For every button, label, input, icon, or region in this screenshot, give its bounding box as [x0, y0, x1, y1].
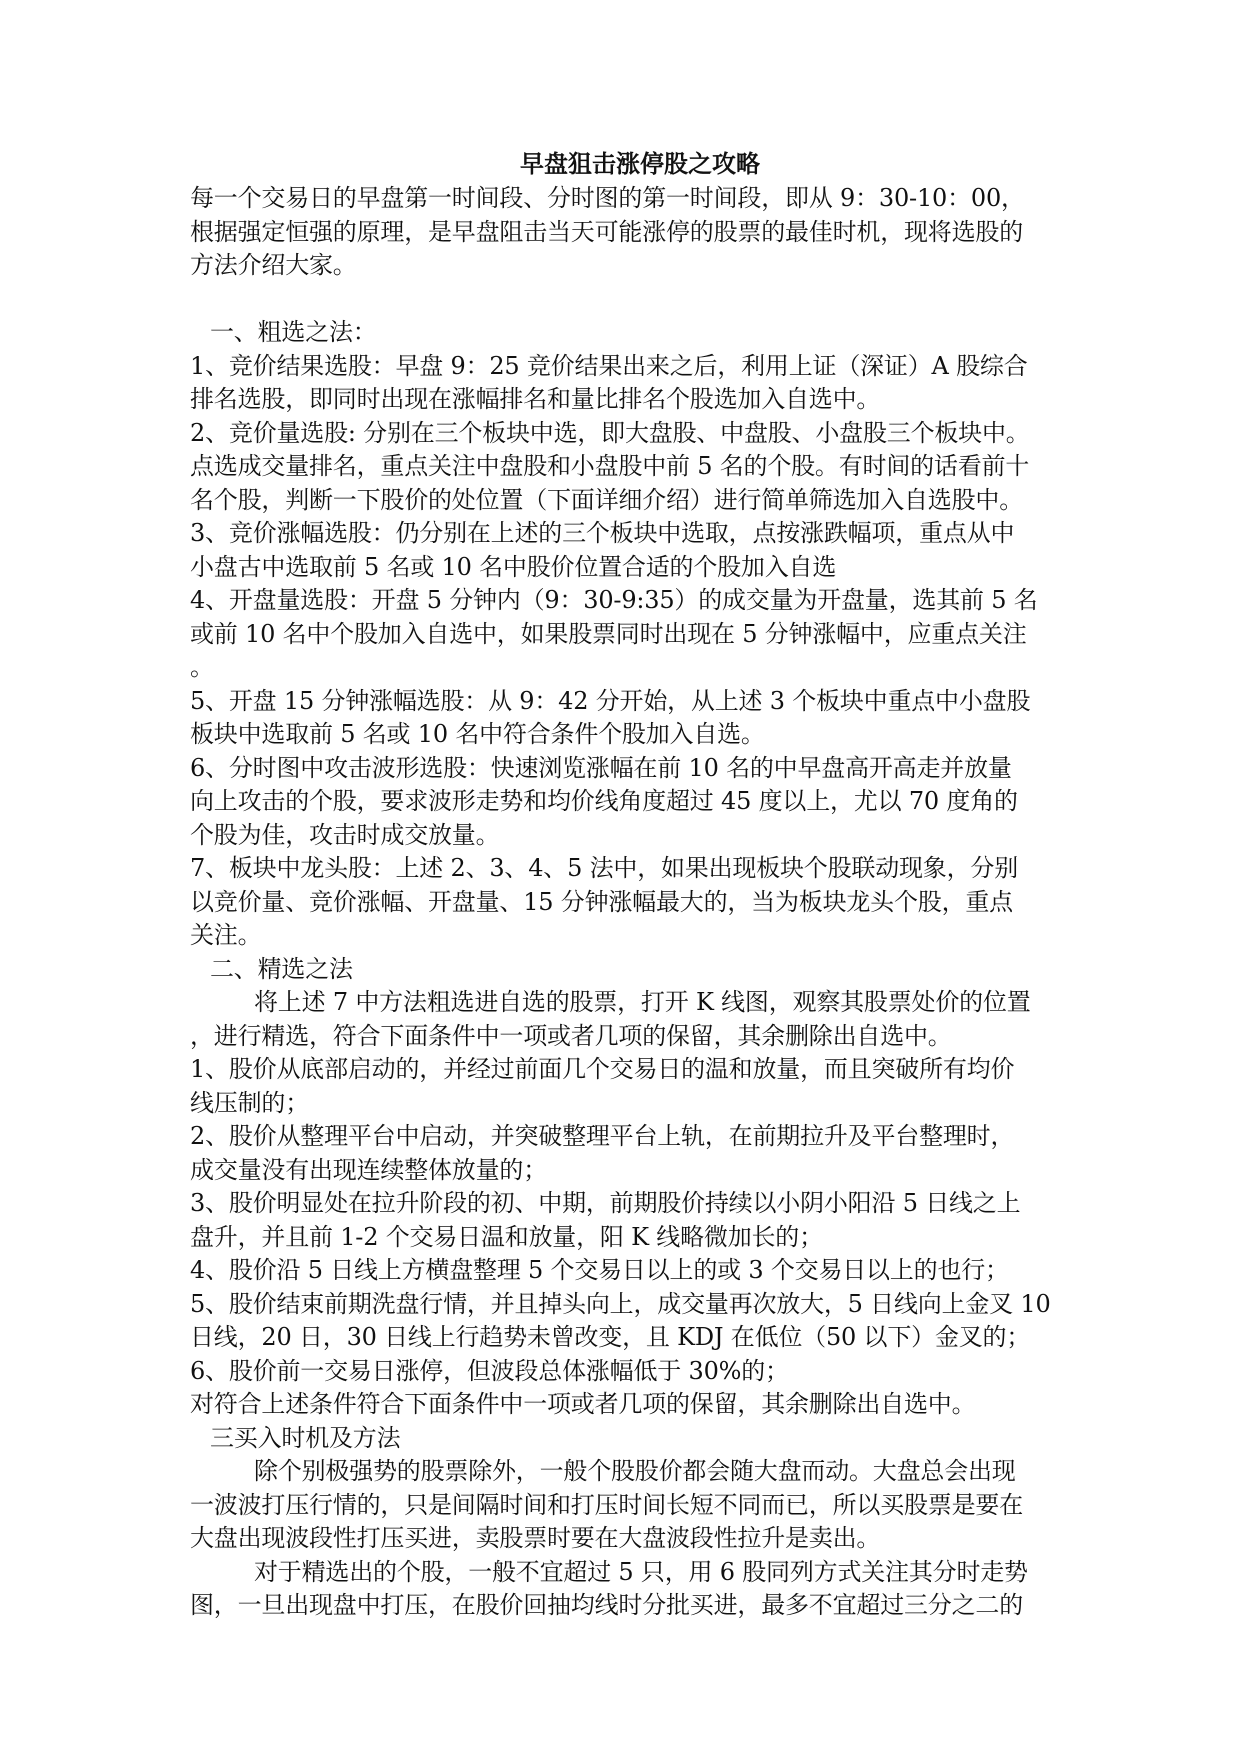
- section-fine-selection: [190, 953, 1070, 1422]
- section-heading: 三买入时机及方法: [210, 1423, 401, 1452]
- text-line: 1、竞价结果选股：早盘 9：25 竞价结果出来之后，利用上证（深证）A 股综合: [190, 351, 1028, 380]
- text-line: 4、开盘量选股：开盘 5 分钟内（9：30-9:35）的成交量为开盘量，选其前 5 名: [190, 586, 1038, 614]
- text-line: 排名选股，即同时出现在涨幅排名和量比排名个股选加入自选中。: [190, 385, 881, 413]
- text-line: 大盘出现波段性打压买进，卖股票时要在大盘波段性拉升是卖出。: [190, 1524, 881, 1552]
- blank-line: [190, 283, 1070, 317]
- text-line: 2、股价从整理平台中启动，并突破整理平台上轨，在前期拉升及平台整理时，: [190, 1122, 1015, 1150]
- section-buy-timing: [190, 1422, 1070, 1623]
- text-line: 2、竞价量选股: 分别在三个板块中选，即大盘股、中盘股、小盘股三个板块中。: [190, 418, 1030, 447]
- text-line: 点选成交量排名，重点关注中盘股和小盘股中前 5 名的个股。有时间的话看前十: [190, 452, 1030, 480]
- text-line: 5、股价结束前期洗盘行情，并且掉头向上，成交量再次放大，5 日线向上金叉 10: [190, 1289, 1051, 1318]
- text-line: 名个股，判断一下股价的处位置（下面详细介绍）进行简单筛选加入自选股中。: [190, 485, 1023, 514]
- text-line: 线压制的；: [190, 1088, 309, 1117]
- text-line: 7、板块中龙头股：上述 2、3、4、5 法中，如果出现板块个股联动现象，分别: [190, 854, 1019, 882]
- text-line: 向上攻击的个股，要求波形走势和均价线角度超过 45 度以上，尤以 70 度角的: [190, 787, 1018, 815]
- text-line: 个股为佳，攻击时成交放量。: [190, 820, 500, 849]
- text-line: 4、股价沿 5 日线上方横盘整理 5 个交易日以上的或 3 个交易日以上的也行；: [190, 1256, 1009, 1284]
- text-line: 1、股价从底部启动的，并经过前面几个交易日的温和放量，而且突破所有均价: [190, 1055, 1015, 1083]
- text-line: 盘升，并且前 1-2 个交易日温和放量，阳 K 线略微加长的；: [190, 1222, 823, 1251]
- text-line: 对符合上述条件符合下面条件中一项或者几项的保留，其余删除出自选中。: [190, 1390, 976, 1418]
- text-line: 以竞价量、竞价涨幅、开盘量、15 分钟涨幅最大的，当为板块龙头个股，重点: [190, 887, 1013, 916]
- text-line: 图，一旦出现盘中打压，在股价回抽均线时分批买进，最多不宜超过三分之二的: [190, 1591, 1023, 1619]
- text-line: 3、股价明显处在拉升阶段的初、中期，前期股价持续以小阴小阳沿 5 日线之上: [190, 1189, 1021, 1217]
- section-heading: 二、精选之法: [210, 954, 353, 983]
- text-line: ，进行精选，符合下面条件中一项或者几项的保留，其余删除出自选中。: [190, 1021, 952, 1050]
- text-line: 6、分时图中攻击波形选股：快速浏览涨幅在前 10 名的中早盘高开高走并放量: [190, 753, 1012, 782]
- text-line: 小盘古中选取前 5 名或 10 名中股价位置合适的个股加入自选: [190, 552, 837, 581]
- text-line: 根据强定恒强的原理，是早盘阻击当天可能涨停的股票的最佳时机，现将选股的: [190, 217, 1023, 246]
- text-line: 成交量没有出现连续整体放量的；: [190, 1155, 547, 1184]
- text-line: 板块中选取前 5 名或 10 名中符合条件个股加入自选。: [190, 720, 765, 748]
- text-line: 5、开盘 15 分钟涨幅选股：从 9：42 分开始，从上述 3 个板块中重点中小盘股: [190, 686, 1031, 715]
- text-line: 日线，20 日，30 日线上行趋势未曾改变，且 KDJ 在低位（50 以下）金叉的；: [190, 1323, 1031, 1351]
- text-line: 或前 10 名中个股加入自选中，如果股票同时出现在 5 分钟涨幅中，应重点关注: [190, 619, 1027, 648]
- text-line: 将上述 7 中方法粗选进自选的股票，打开 K 线图，观察其股票处价的位置: [254, 988, 1031, 1016]
- document-title: 早盘狙击涨停股之攻略: [520, 149, 760, 178]
- text-line: 除个别极强势的股票除外，一般个股股价都会随大盘而动。大盘总会出现: [254, 1457, 1016, 1485]
- intro-paragraph: [190, 182, 1070, 283]
- document-page: [190, 146, 1070, 1623]
- text-line: 每一个交易日的早盘第一时间段、分时图的第一时间段，即从 9：30-10：00，: [190, 184, 1025, 212]
- text-line: 一波波打压行情的，只是间隔时间和打压时间长短不同而已，所以买股票是要在: [190, 1490, 1023, 1519]
- text-line: 关注。: [190, 921, 262, 949]
- section-rough-selection: [190, 316, 1070, 953]
- text-line: 方法介绍大家。: [190, 251, 357, 279]
- section-heading: 一、粗选之法：: [210, 318, 377, 346]
- text-line: 6、股价前一交易日涨停，但波段总体涨幅低于 30%的；: [190, 1356, 789, 1385]
- text-line: 对于精选出的个股，一般不宜超过 5 只，用 6 股同列方式关注其分时走势: [254, 1557, 1028, 1586]
- text-line: 3、竞价涨幅选股：仍分别在上述的三个板块中选取，点按涨跌幅项，重点从中: [190, 519, 1015, 547]
- text-line: 。: [190, 653, 214, 681]
